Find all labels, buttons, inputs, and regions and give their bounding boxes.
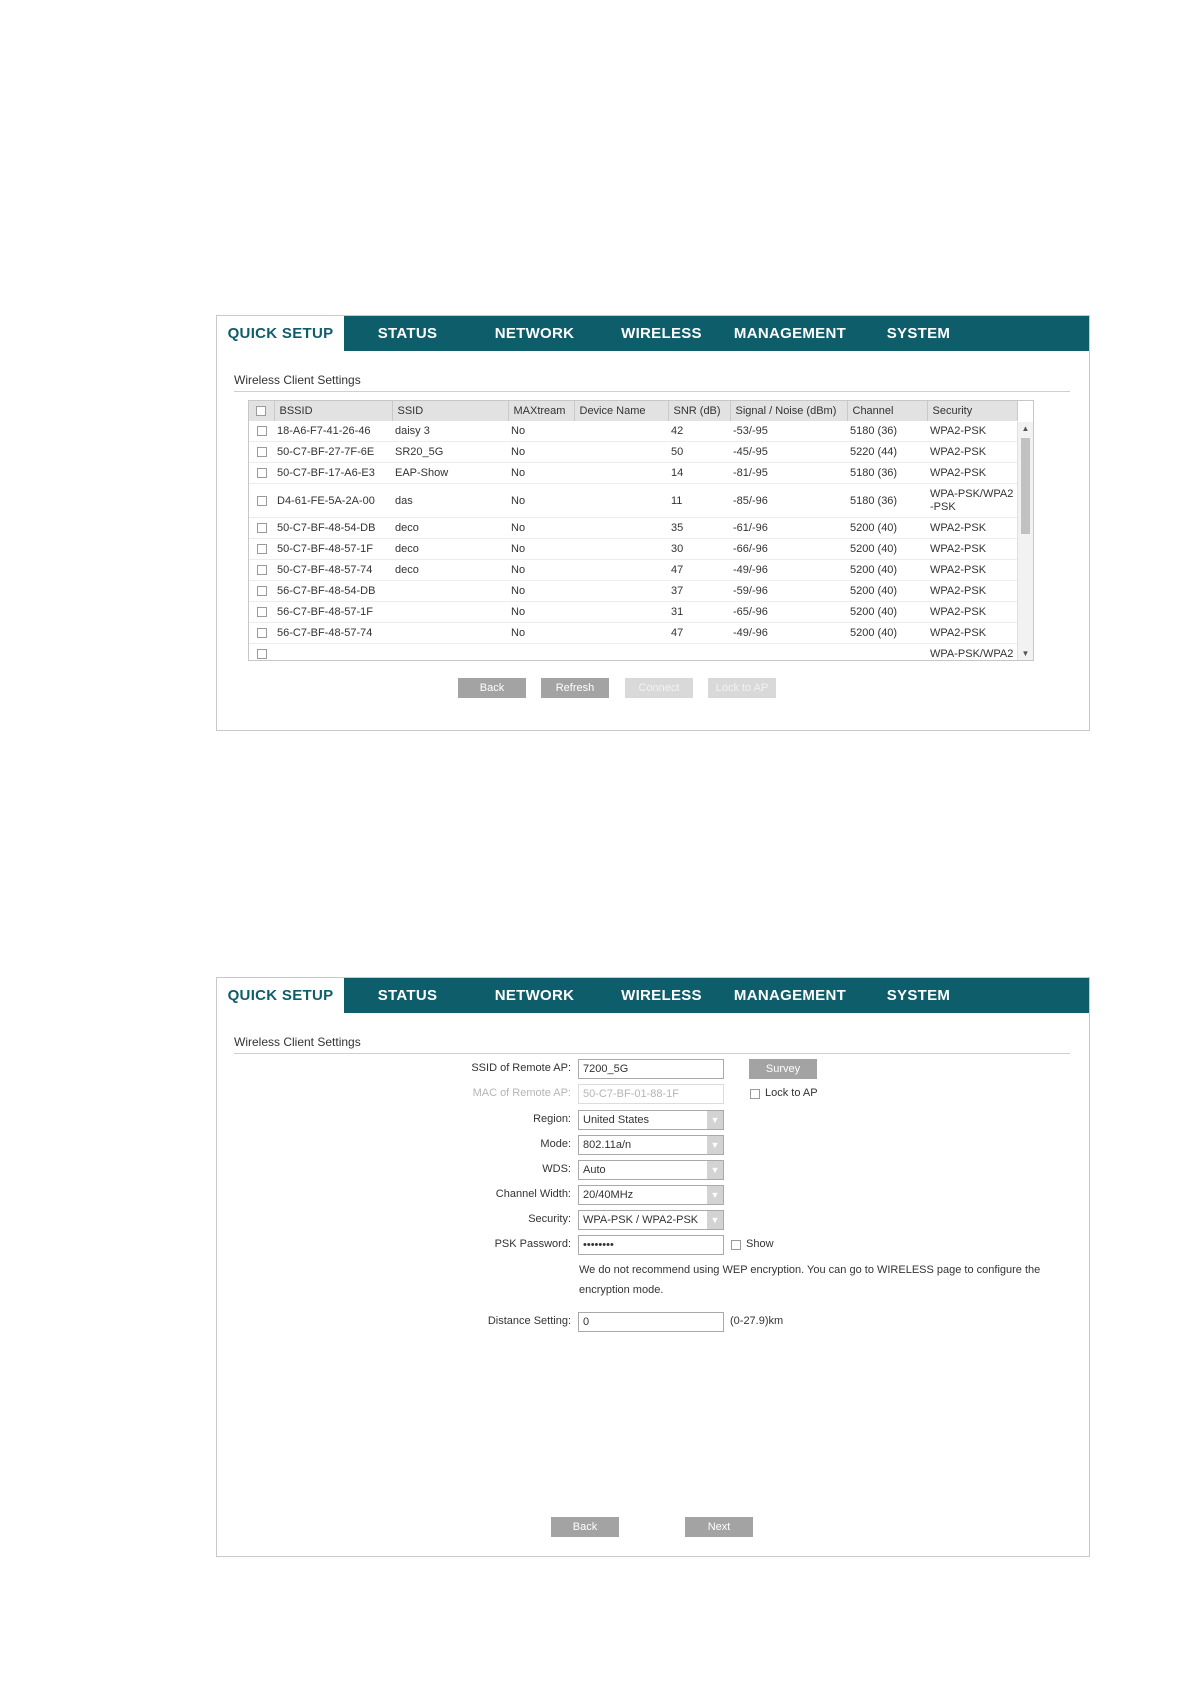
mac-label: MAC of Remote AP: bbox=[472, 1087, 571, 1099]
cell-bssid: 50-C7-BF-17-A6-E3 bbox=[274, 463, 392, 484]
column-header-signal-noise: Signal / Noise (dBm) bbox=[730, 401, 847, 421]
cell-bssid: 56-C7-BF-48-57-74 bbox=[274, 623, 392, 644]
tab-network[interactable]: NETWORK bbox=[494, 987, 575, 1004]
mode-row bbox=[217, 1135, 1091, 1155]
table-row[interactable] bbox=[249, 581, 1017, 602]
security-label: Security: bbox=[528, 1213, 571, 1225]
cell-device-name bbox=[574, 644, 668, 662]
back-button[interactable]: Back bbox=[458, 678, 526, 698]
table-row[interactable] bbox=[249, 623, 1017, 644]
survey-table bbox=[249, 401, 1018, 661]
chevron-down-icon: ▼ bbox=[707, 1211, 723, 1229]
cell-snr: 37 bbox=[668, 581, 730, 602]
top-nav bbox=[217, 316, 1089, 351]
tab-status[interactable]: STATUS bbox=[377, 987, 438, 1004]
region-label: Region: bbox=[533, 1113, 571, 1125]
top-nav bbox=[217, 978, 1089, 1013]
table-row[interactable] bbox=[249, 442, 1017, 463]
region-value: United States bbox=[583, 1114, 650, 1126]
cell-bssid: 50-C7-BF-48-57-74 bbox=[274, 560, 392, 581]
chevron-down-icon: ▼ bbox=[707, 1186, 723, 1204]
cell-signal-noise: -53/-95 bbox=[730, 421, 847, 442]
column-header-snr: SNR (dB) bbox=[668, 401, 730, 421]
divider bbox=[234, 1053, 1070, 1054]
wds-value: Auto bbox=[583, 1164, 606, 1176]
cell-device-name bbox=[574, 560, 668, 581]
cell-security: WPA2-PSK bbox=[927, 518, 1017, 539]
wds-select[interactable] bbox=[578, 1160, 724, 1180]
survey-table-container bbox=[248, 400, 1034, 661]
cell-channel: 5220 (44) bbox=[847, 442, 927, 463]
connect-button[interactable]: Connect bbox=[625, 678, 693, 698]
show-password-label: Show bbox=[746, 1238, 774, 1250]
row-checkbox[interactable] bbox=[249, 463, 274, 484]
survey-button[interactable]: Survey bbox=[749, 1059, 817, 1079]
select-all-checkbox[interactable] bbox=[249, 401, 274, 421]
cell-maxtream: No bbox=[508, 539, 574, 560]
lock-to-ap-label: Lock to AP bbox=[765, 1087, 818, 1099]
channel-width-value: 20/40MHz bbox=[583, 1189, 634, 1201]
table-row[interactable] bbox=[249, 421, 1017, 442]
tab-management[interactable]: MANAGEMENT bbox=[733, 325, 847, 342]
scroll-up-arrow-icon[interactable]: ▲ bbox=[1021, 424, 1030, 433]
table-header-row bbox=[249, 401, 1017, 421]
table-row[interactable] bbox=[249, 560, 1017, 581]
row-checkbox[interactable] bbox=[249, 421, 274, 442]
distance-label: Distance Setting: bbox=[487, 1315, 571, 1327]
cell-device-name bbox=[574, 463, 668, 484]
ssid-input[interactable]: 7200_5G bbox=[578, 1059, 724, 1079]
tab-system[interactable]: SYSTEM bbox=[886, 325, 951, 342]
column-header-bssid: BSSID bbox=[274, 401, 392, 421]
security-value: WPA-PSK / WPA2-PSK bbox=[583, 1214, 699, 1226]
security-row bbox=[217, 1210, 1091, 1230]
ssid-row bbox=[217, 1059, 1091, 1079]
channel-width-label: Channel Width: bbox=[495, 1188, 571, 1200]
cell-signal-noise: -49/-96 bbox=[730, 560, 847, 581]
cell-signal-noise: -61/-96 bbox=[730, 518, 847, 539]
cell-ssid: EAP-Show bbox=[392, 463, 508, 484]
cell-device-name bbox=[574, 421, 668, 442]
cell-snr: 42 bbox=[668, 421, 730, 442]
wep-note: We do not recommend using WEP encryption. You can go to WIRELESS page to configure the encryption mode. bbox=[579, 1264, 1041, 1296]
cell-ssid bbox=[392, 602, 508, 623]
cell-channel: 5200 (40) bbox=[847, 623, 927, 644]
cell-channel: 5180 (36) bbox=[847, 463, 927, 484]
show-password-checkbox[interactable] bbox=[731, 1240, 741, 1250]
cell-ssid: deco bbox=[392, 539, 508, 560]
scroll-down-arrow-icon[interactable]: ▼ bbox=[1021, 649, 1030, 658]
lock-to-ap-button[interactable]: Lock to AP bbox=[708, 678, 776, 698]
psk-label: PSK Password: bbox=[494, 1238, 571, 1250]
survey-panel bbox=[216, 315, 1090, 731]
cell-snr: 30 bbox=[668, 539, 730, 560]
cell-ssid: daisy 3 bbox=[392, 421, 508, 442]
cell-bssid: 50-C7-BF-48-54-DB bbox=[274, 518, 392, 539]
cell-security: WPA2-PSK bbox=[927, 421, 1017, 442]
mode-label: Mode: bbox=[540, 1138, 571, 1150]
tab-management[interactable]: MANAGEMENT bbox=[733, 987, 847, 1004]
cell-bssid: 18-A6-F7-41-26-46 bbox=[274, 421, 392, 442]
cell-device-name bbox=[574, 581, 668, 602]
cell-snr: 50 bbox=[668, 442, 730, 463]
row-checkbox[interactable] bbox=[249, 581, 274, 602]
mac-input[interactable]: 50-C7-BF-01-88-1F bbox=[578, 1084, 724, 1104]
column-header-security: Security bbox=[927, 401, 1017, 421]
chevron-down-icon: ▼ bbox=[707, 1136, 723, 1154]
cell-signal-noise bbox=[730, 644, 847, 662]
tab-quick-setup[interactable]: QUICK SETUP bbox=[217, 316, 344, 351]
security-select[interactable] bbox=[578, 1210, 724, 1230]
chevron-down-icon: ▼ bbox=[707, 1111, 723, 1129]
cell-snr: 14 bbox=[668, 463, 730, 484]
cell-bssid: D4-61-FE-5A-2A-00 bbox=[274, 484, 392, 518]
region-row bbox=[217, 1110, 1091, 1130]
row-checkbox[interactable] bbox=[249, 560, 274, 581]
cell-snr: 11 bbox=[668, 484, 730, 518]
cell-channel: 5200 (40) bbox=[847, 581, 927, 602]
mode-select[interactable] bbox=[578, 1135, 724, 1155]
cell-channel: 5180 (36) bbox=[847, 421, 927, 442]
table-row[interactable] bbox=[249, 484, 1017, 518]
table-row[interactable] bbox=[249, 539, 1017, 560]
table-row[interactable] bbox=[249, 644, 1017, 662]
row-checkbox[interactable] bbox=[249, 644, 274, 662]
cell-signal-noise: -81/-95 bbox=[730, 463, 847, 484]
cell-snr bbox=[668, 644, 730, 662]
ssid-label: SSID of Remote AP: bbox=[471, 1062, 571, 1074]
cell-maxtream bbox=[508, 644, 574, 662]
cell-security: WPA2-PSK bbox=[927, 623, 1017, 644]
tab-status[interactable]: STATUS bbox=[377, 325, 438, 342]
cell-maxtream: No bbox=[508, 560, 574, 581]
next-button[interactable]: Next bbox=[685, 1517, 753, 1537]
cell-ssid bbox=[392, 644, 508, 662]
row-checkbox[interactable] bbox=[249, 518, 274, 539]
cell-ssid: deco bbox=[392, 518, 508, 539]
wds-row bbox=[217, 1160, 1091, 1180]
cell-security: WPA2-PSK bbox=[927, 463, 1017, 484]
column-header-maxtream: MAXtream bbox=[508, 401, 574, 421]
table-scrollbar[interactable] bbox=[1017, 422, 1033, 660]
cell-security: WPA2-PSK bbox=[927, 442, 1017, 463]
table-row[interactable] bbox=[249, 518, 1017, 539]
column-header-ssid: SSID bbox=[392, 401, 508, 421]
settings-panel bbox=[216, 977, 1090, 1557]
cell-ssid bbox=[392, 581, 508, 602]
tab-network[interactable]: NETWORK bbox=[494, 325, 575, 342]
cell-snr: 47 bbox=[668, 623, 730, 644]
cell-device-name bbox=[574, 484, 668, 518]
cell-signal-noise: -66/-96 bbox=[730, 539, 847, 560]
psk-password-input[interactable]: •••••••• bbox=[578, 1235, 724, 1255]
cell-maxtream: No bbox=[508, 421, 574, 442]
lock-to-ap-checkbox[interactable] bbox=[750, 1089, 760, 1099]
cell-ssid bbox=[392, 623, 508, 644]
cell-snr: 31 bbox=[668, 602, 730, 623]
row-checkbox[interactable] bbox=[249, 602, 274, 623]
mode-value: 802.11a/n bbox=[583, 1139, 632, 1151]
chevron-down-icon: ▼ bbox=[707, 1161, 723, 1179]
section-title: Wireless Client Settings bbox=[234, 373, 361, 387]
column-header-device-name: Device Name bbox=[574, 401, 668, 421]
region-select[interactable] bbox=[578, 1110, 724, 1130]
cell-bssid: 56-C7-BF-48-57-1F bbox=[274, 602, 392, 623]
distance-row bbox=[217, 1312, 1091, 1332]
wds-label: WDS: bbox=[542, 1163, 571, 1175]
cell-security: WPA2-PSK bbox=[927, 602, 1017, 623]
table-row[interactable] bbox=[249, 463, 1017, 484]
cell-maxtream: No bbox=[508, 623, 574, 644]
cell-channel bbox=[847, 644, 927, 662]
cell-device-name bbox=[574, 518, 668, 539]
cell-channel: 5200 (40) bbox=[847, 560, 927, 581]
cell-maxtream: No bbox=[508, 518, 574, 539]
cell-device-name bbox=[574, 539, 668, 560]
tab-quick-setup[interactable]: QUICK SETUP bbox=[217, 978, 344, 1013]
cell-security: WPA-PSK/WPA2 -PSK bbox=[927, 484, 1017, 518]
row-checkbox[interactable] bbox=[249, 623, 274, 644]
row-checkbox[interactable] bbox=[249, 539, 274, 560]
cell-bssid bbox=[274, 644, 392, 662]
cell-maxtream: No bbox=[508, 581, 574, 602]
cell-device-name bbox=[574, 442, 668, 463]
cell-signal-noise: -49/-96 bbox=[730, 623, 847, 644]
row-checkbox[interactable] bbox=[249, 484, 274, 518]
cell-security: WPA-PSK/WPA2 bbox=[927, 644, 1017, 662]
cell-maxtream: No bbox=[508, 442, 574, 463]
channel-width-row bbox=[217, 1185, 1091, 1205]
tab-wireless[interactable]: WIRELESS bbox=[621, 325, 702, 342]
cell-security: WPA2-PSK bbox=[927, 539, 1017, 560]
cell-channel: 5200 (40) bbox=[847, 518, 927, 539]
mac-row bbox=[217, 1084, 1091, 1104]
cell-channel: 5200 (40) bbox=[847, 539, 927, 560]
divider bbox=[234, 391, 1070, 392]
cell-security: WPA2-PSK bbox=[927, 581, 1017, 602]
cell-ssid: SR20_5G bbox=[392, 442, 508, 463]
channel-width-select[interactable] bbox=[578, 1185, 724, 1205]
cell-bssid: 50-C7-BF-48-57-1F bbox=[274, 539, 392, 560]
tab-system[interactable]: SYSTEM bbox=[886, 987, 951, 1004]
cell-maxtream: No bbox=[508, 484, 574, 518]
cell-ssid: das bbox=[392, 484, 508, 518]
cell-security: WPA2-PSK bbox=[927, 560, 1017, 581]
psk-row bbox=[217, 1235, 1091, 1255]
table-row[interactable] bbox=[249, 602, 1017, 623]
cell-signal-noise: -45/-95 bbox=[730, 442, 847, 463]
cell-maxtream: No bbox=[508, 602, 574, 623]
cell-channel: 5200 (40) bbox=[847, 602, 927, 623]
refresh-button[interactable]: Refresh bbox=[541, 678, 609, 698]
cell-snr: 35 bbox=[668, 518, 730, 539]
cell-maxtream: No bbox=[508, 463, 574, 484]
cell-signal-noise: -59/-96 bbox=[730, 581, 847, 602]
distance-unit: (0-27.9)km bbox=[730, 1315, 784, 1327]
distance-input[interactable]: 0 bbox=[578, 1312, 724, 1332]
cell-snr: 47 bbox=[668, 560, 730, 581]
back-button[interactable]: Back bbox=[551, 1517, 619, 1537]
row-checkbox[interactable] bbox=[249, 442, 274, 463]
cell-signal-noise: -85/-96 bbox=[730, 484, 847, 518]
cell-device-name bbox=[574, 623, 668, 644]
cell-device-name bbox=[574, 602, 668, 623]
tab-wireless[interactable]: WIRELESS bbox=[621, 987, 702, 1004]
column-header-channel: Channel bbox=[847, 401, 927, 421]
section-title: Wireless Client Settings bbox=[234, 1035, 361, 1049]
cell-ssid: deco bbox=[392, 560, 508, 581]
cell-bssid: 50-C7-BF-27-7F-6E bbox=[274, 442, 392, 463]
scroll-thumb[interactable] bbox=[1021, 438, 1030, 534]
cell-bssid: 56-C7-BF-48-54-DB bbox=[274, 581, 392, 602]
cell-channel: 5180 (36) bbox=[847, 484, 927, 518]
cell-signal-noise: -65/-96 bbox=[730, 602, 847, 623]
